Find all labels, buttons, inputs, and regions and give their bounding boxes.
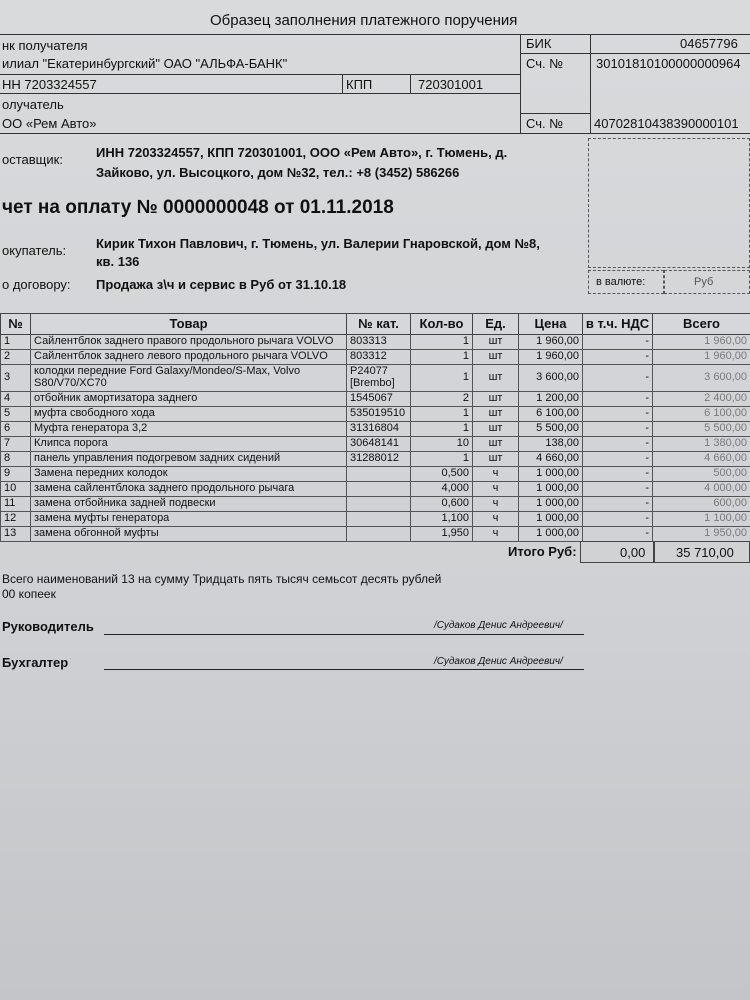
row-price: 5 500,00 [519,422,583,437]
col-header-total: Всего [653,314,750,335]
row-product: Сайлентблок заднего левого продольного рычага VOLVO [31,350,347,365]
row-number: 3 [1,365,31,392]
row-catalog: 31288012 [347,452,411,467]
row-catalog: 803313 [347,335,411,350]
recipient-label: олучатель [2,97,64,112]
row-vat: - [583,422,653,437]
corr-account-value: 30101810100000000964 [596,56,741,71]
row-number: 13 [1,527,31,542]
table-row [1,335,750,350]
director-name: /Судаков Денис Андреевич/ [434,620,563,631]
row-price: 1 000,00 [519,497,583,512]
divider [520,53,750,54]
row-number: 7 [1,437,31,452]
row-vat: - [583,467,653,482]
row-catalog: 803312 [347,350,411,365]
row-number: 5 [1,407,31,422]
row-total: 3 600,00 [653,365,750,392]
row-vat: - [583,452,653,467]
row-quantity: 1 [411,335,473,350]
row-unit: шт [473,452,519,467]
row-number: 10 [1,482,31,497]
bik-label: БИК [526,36,552,51]
row-price: 138,00 [519,437,583,452]
row-price: 1 960,00 [519,335,583,350]
row-quantity: 1 [411,365,473,392]
accountant-signature-line [104,669,584,670]
row-unit: шт [473,407,519,422]
contract-label: о договору: [2,277,71,292]
row-price: 1 000,00 [519,527,583,542]
accountant-label: Бухгалтер [2,655,69,670]
row-price: 1 960,00 [519,350,583,365]
row-quantity: 1,100 [411,512,473,527]
col-header-vat: в т.ч. НДС [583,314,653,335]
recipient-name: ОО «Рем Авто» [2,116,97,131]
accountant-name: /Судаков Денис Андреевич/ [434,656,563,667]
row-price: 1 000,00 [519,467,583,482]
row-vat: - [583,482,653,497]
row-vat: - [583,350,653,365]
row-quantity: 0,600 [411,497,473,512]
bank-name: илиал "Екатеринбургский" ОАО "АЛЬФА-БАНК" [2,56,288,71]
row-total: 1 960,00 [653,350,750,365]
row-catalog: 535019510 [347,407,411,422]
row-vat: - [583,407,653,422]
row-vat: - [583,335,653,350]
row-catalog [347,527,411,542]
row-vat: - [583,512,653,527]
row-number: 11 [1,497,31,512]
table-row [1,452,750,467]
table-row [1,527,750,542]
row-product: замена муфты генератора [31,512,347,527]
row-catalog: 30648141 [347,437,411,452]
account-value: 40702810438390000101 [594,116,739,131]
director-label: Руководитель [2,619,94,634]
row-price: 6 100,00 [519,407,583,422]
row-total: 600,00 [653,497,750,512]
divider [0,34,750,35]
supplier-label: оставщик: [2,152,63,167]
row-quantity: 2 [411,392,473,407]
col-header-quantity: Кол-во [411,314,473,335]
row-unit: шт [473,365,519,392]
divider [410,74,411,93]
kpp-label: КПП [346,77,373,92]
director-signature-line [104,634,584,635]
supplier-line-1: ИНН 7203324557, КПП 720301001, ООО «Рем Авто», г. Тюмень, д. [96,145,508,160]
row-unit: шт [473,437,519,452]
summary-line-2: 00 копеек [2,587,56,601]
row-total: 500,00 [653,467,750,482]
buyer-line-2: кв. 136 [96,254,140,269]
row-unit: шт [473,350,519,365]
divider [520,34,521,133]
row-total: 1 950,00 [653,527,750,542]
total-sum: 35 710,00 [676,545,734,560]
row-unit: ч [473,467,519,482]
divider [0,74,520,75]
row-price: 1 000,00 [519,482,583,497]
table-row [1,365,750,392]
row-vat: - [583,527,653,542]
bik-value: 04657796 [680,36,738,51]
row-number: 12 [1,512,31,527]
items-table [0,313,750,542]
row-product: замена сайлентблока заднего продольного рычага [31,482,347,497]
currency-value: Руб [694,276,714,288]
table-row [1,407,750,422]
row-number: 1 [1,335,31,350]
divider [342,74,343,93]
supplier-line-2: Зайково, ул. Высоцкого, дом №32, тел.: +8 (3452) 586266 [96,165,460,180]
row-product: Сайлентблок заднего правого продольного рычага VOLVO [31,335,347,350]
row-price: 1 000,00 [519,512,583,527]
col-header-product: Товар [31,314,347,335]
row-vat: - [583,497,653,512]
row-vat: - [583,437,653,452]
col-header-number: № [1,314,31,335]
summary-line-1: Всего наименований 13 на сумму Тридцать пять тысяч семьсот десять рублей [2,572,442,586]
row-quantity: 1 [411,350,473,365]
row-product: панель управления подогревом задних сидений [31,452,347,467]
row-vat: - [583,365,653,392]
row-total: 5 500,00 [653,422,750,437]
row-catalog [347,467,411,482]
table-row [1,482,750,497]
divider [0,93,520,94]
currency-label: в валюте: [596,276,646,288]
row-total: 1 100,00 [653,512,750,527]
table-row [1,497,750,512]
row-price: 3 600,00 [519,365,583,392]
table-row [1,512,750,527]
row-product: Замена передних колодок [31,467,347,482]
row-price: 1 200,00 [519,392,583,407]
row-catalog [347,482,411,497]
row-product: отбойник амортизатора заднего [31,392,347,407]
row-catalog: 31316804 [347,422,411,437]
table-row [1,467,750,482]
row-total: 1 960,00 [653,335,750,350]
row-product: колодки передние Ford Galaxy/Mondeo/S-Max, Volvo S80/V70/XC70 [31,365,347,392]
divider [520,113,590,114]
bank-label: нк получателя [2,38,88,53]
row-total: 4 660,00 [653,452,750,467]
total-vat: 0,00 [620,545,646,560]
row-total: 2 400,00 [653,392,750,407]
row-unit: ч [473,512,519,527]
row-catalog [347,512,411,527]
row-unit: шт [473,422,519,437]
row-vat: - [583,392,653,407]
row-product: замена отбойника задней подвески [31,497,347,512]
total-label: Итого Руб: [508,544,577,559]
row-unit: шт [473,392,519,407]
row-quantity: 4,000 [411,482,473,497]
row-product: Клипса порога [31,437,347,452]
row-number: 4 [1,392,31,407]
row-total: 6 100,00 [653,407,750,422]
divider [0,133,750,134]
row-quantity: 0,500 [411,467,473,482]
table-header-row [1,314,750,335]
row-catalog: P24077 [Brembo] [347,365,411,392]
row-unit: ч [473,497,519,512]
table-row [1,350,750,365]
row-product: муфта свободного хода [31,407,347,422]
row-quantity: 1,950 [411,527,473,542]
page-title: Образец заполнения платежного поручения [210,12,518,29]
row-total: 4 000,00 [653,482,750,497]
row-catalog: 1545067 [347,392,411,407]
table-row [1,392,750,407]
table-row [1,437,750,452]
row-total: 1 380,00 [653,437,750,452]
row-quantity: 10 [411,437,473,452]
corr-account-label: Сч. № [526,56,564,71]
row-number: 6 [1,422,31,437]
row-quantity: 1 [411,452,473,467]
buyer-line-1: Кирик Тихон Павлович, г. Тюмень, ул. Валерии Гнаровской, дом №8, [96,236,540,251]
divider [590,34,591,133]
contract-value: Продажа з\ч и сервис в Руб от 31.10.18 [96,277,347,292]
row-quantity: 1 [411,422,473,437]
row-unit: шт [473,335,519,350]
col-header-unit: Ед. [473,314,519,335]
invoice-title: чет на оплату № 0000000048 от 01.11.2018 [2,197,394,218]
row-number: 2 [1,350,31,365]
row-price: 4 660,00 [519,452,583,467]
row-number: 8 [1,452,31,467]
row-product: замена обгонной муфты [31,527,347,542]
row-catalog [347,497,411,512]
table-row [1,422,750,437]
row-unit: ч [473,527,519,542]
row-number: 9 [1,467,31,482]
kpp-value: 720301001 [418,77,484,92]
account-label: Сч. № [526,116,564,131]
row-product: Муфта генератора 3,2 [31,422,347,437]
col-header-price: Цена [519,314,583,335]
col-header-catalog: № кат. [347,314,411,335]
stamp-box [588,138,750,268]
buyer-label: окупатель: [2,243,67,258]
inn-text: НН 7203324557 [2,77,97,92]
row-quantity: 1 [411,407,473,422]
row-unit: ч [473,482,519,497]
